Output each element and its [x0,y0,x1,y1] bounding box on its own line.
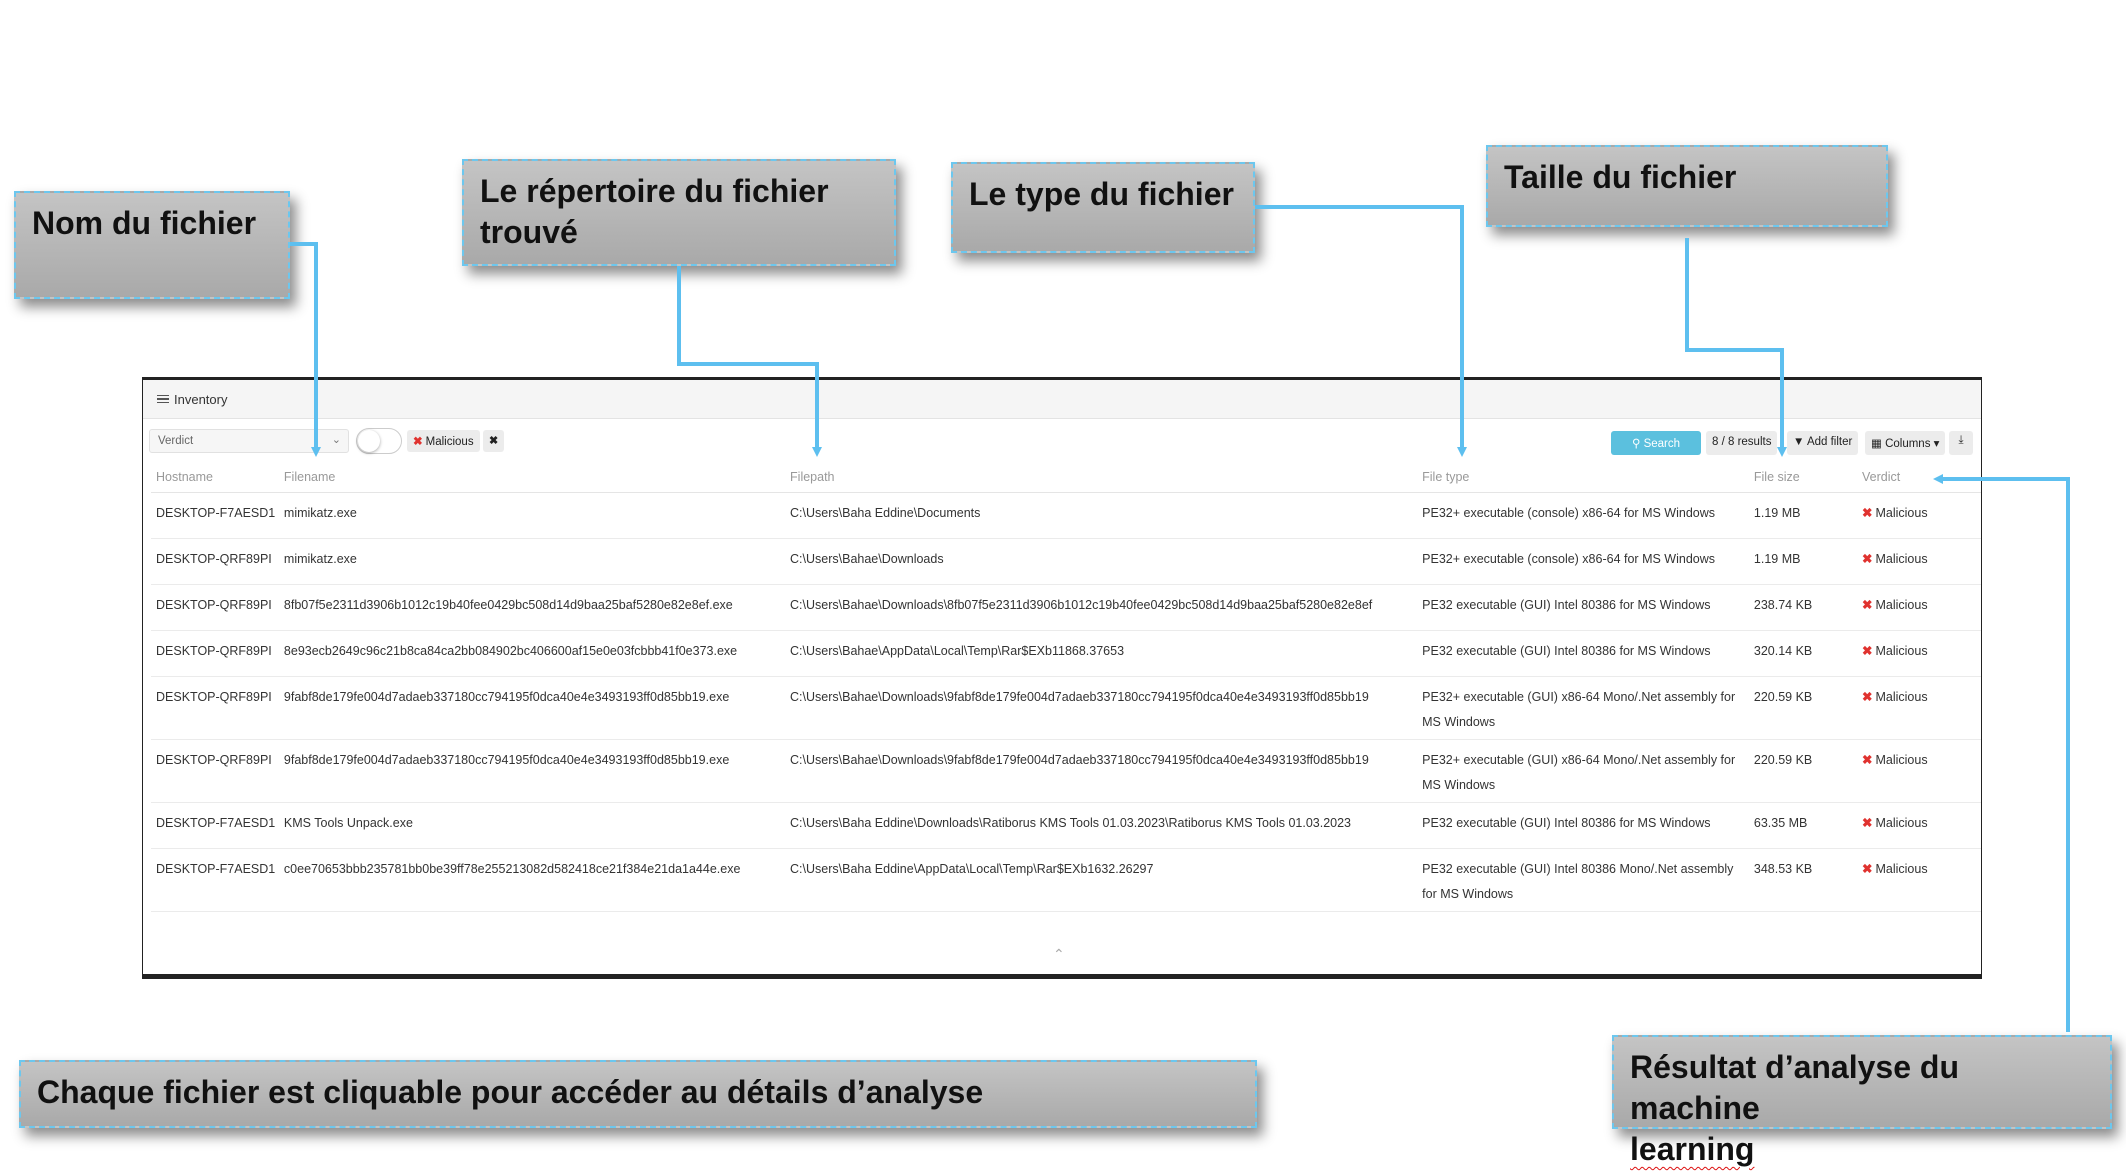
verdict-label: Malicious [1875,644,1928,658]
cell-hostname: DESKTOP-QRF89PI [151,740,279,803]
cell-verdict [1857,539,1981,585]
chevron-down-icon: ⌄ [331,434,341,446]
table-header-row [151,462,1981,493]
list-icon [157,395,169,404]
cell-verdict [1857,677,1981,740]
column-header-hostname[interactable]: Hostname [151,462,279,493]
caret-down-icon: ▾ [1933,438,1940,450]
x-icon: ✖ [1862,552,1873,566]
cell-filepath: C:\Users\Baha Eddine\Downloads\Ratiborus KMS Tools 01.03.2023\Ratiborus KMS Tools 01.03.2023 [785,803,1417,849]
filter-field-value: Verdict [158,435,194,447]
columns-icon: ▦ [1871,438,1882,450]
table-row[interactable] [151,539,1981,585]
cell-hostname: DESKTOP-QRF89PI [151,677,279,740]
filter-chip-label: Malicious [425,436,474,448]
search-label: Search [1643,438,1681,450]
cell-filesize: 348.53 KB [1749,849,1857,912]
download-button[interactable] [1949,431,1973,455]
x-icon: ✖ [1862,644,1873,658]
cell-hostname: DESKTOP-F7AESD1 [151,803,279,849]
table-row[interactable] [151,631,1981,677]
cell-filepath: C:\Users\Bahae\Downloads [785,539,1417,585]
table-row[interactable] [151,677,1981,740]
collapse-icon[interactable]: ⌃ [1053,946,1065,962]
annotation-filename: Nom du fichier [14,191,290,299]
cell-verdict [1857,740,1981,803]
results-count: 8 / 8 results [1706,431,1777,455]
cell-filetype: PE32 executable (GUI) Intel 80386 for MS Windows [1417,631,1749,677]
column-header-filetype[interactable]: File type [1417,462,1749,493]
cell-hostname: DESKTOP-F7AESD1 [151,849,279,912]
inventory-table [151,462,1981,912]
table-row[interactable] [151,849,1981,912]
x-icon: ✖ [1862,598,1873,612]
verdict-label: Malicious [1875,816,1928,830]
panel-header [143,380,1981,419]
cell-filesize: 220.59 KB [1749,677,1857,740]
cell-filename: mimikatz.exe [279,539,785,585]
annotation-verdict-text: Résultat d’analyse du machine [1630,1049,1959,1126]
search-icon: ⚲ [1631,438,1641,450]
cell-filetype: PE32+ executable (console) x86-64 for MS Windows [1417,539,1749,585]
cell-filesize: 1.19 MB [1749,493,1857,539]
cell-filetype: PE32 executable (GUI) Intel 80386 Mono/.Net assembly for MS Windows [1417,849,1749,912]
cell-filepath: C:\Users\Baha Eddine\Documents [785,493,1417,539]
annotation-verdict [1612,1035,2112,1167]
cell-filepath: C:\Users\Bahae\AppData\Local\Temp\Rar$EXb11868.37653 [785,631,1417,677]
cell-filepath: C:\Users\Bahae\Downloads\9fabf8de179fe004d7adaeb337180cc794195f0dca40e4e3493193ff0d85bb19 [785,677,1417,740]
x-icon: ✖ [1862,506,1873,520]
table-row[interactable] [151,585,1981,631]
column-header-verdict[interactable]: Verdict [1857,462,1981,493]
columns-button[interactable] [1865,431,1945,455]
search-button[interactable] [1611,431,1701,455]
cell-verdict [1857,585,1981,631]
cell-filename: KMS Tools Unpack.exe [279,803,785,849]
toggle-knob [358,430,380,452]
table-row[interactable] [151,493,1981,539]
cell-filename: c0ee70653bbb235781bb0be39ff78e255213082d582418ce21f384e21da1a44e.exe [279,849,785,912]
cell-verdict [1857,803,1981,849]
cell-filesize: 220.59 KB [1749,740,1857,803]
cell-filename: 8fb07f5e2311d3906b1012c19b40fee0429bc508d14d9baa25baf5280e82e8ef.exe [279,585,785,631]
annotation-clickable: Chaque fichier est cliquable pour accéder au détails d’analyse [19,1060,1257,1128]
table-row[interactable] [151,803,1981,849]
table-row[interactable] [151,740,1981,803]
cell-filename: 8e93ecb2649c96c21b8ca84ca2bb084902bc406600af15e0e03fcbbb41f0e373.exe [279,631,785,677]
column-header-filename[interactable]: Filename [279,462,785,493]
panel-title: Inventory [174,391,228,407]
cell-filepath: C:\Users\Bahae\Downloads\9fabf8de179fe004d7adaeb337180cc794195f0dca40e4e3493193ff0d85bb19 [785,740,1417,803]
x-icon: ✖ [1862,690,1873,704]
cell-filepath: C:\Users\Bahae\Downloads\8fb07f5e2311d3906b1012c19b40fee0429bc508d14d9baa25baf5280e82e8ef [785,585,1417,631]
cell-filesize: 1.19 MB [1749,539,1857,585]
annotation-verdict-word: learning [1630,1131,1755,1167]
cell-filetype: PE32+ executable (GUI) x86-64 Mono/.Net assembly for MS Windows [1417,677,1749,740]
add-filter-button[interactable] [1787,431,1858,455]
filter-toolbar [149,428,1975,456]
column-header-filepath[interactable]: Filepath [785,462,1417,493]
cell-verdict [1857,493,1981,539]
cell-filepath: C:\Users\Baha Eddine\AppData\Local\Temp\Rar$EXb1632.26297 [785,849,1417,912]
cell-filetype: PE32+ executable (console) x86-64 for MS Windows [1417,493,1749,539]
add-filter-label: Add filter [1806,436,1853,448]
filter-toggle[interactable] [356,428,402,454]
cell-hostname: DESKTOP-QRF89PI [151,585,279,631]
filter-chip-malicious[interactable] [407,430,480,452]
columns-label: Columns [1885,438,1931,450]
cell-filetype: PE32+ executable (GUI) x86-64 Mono/.Net assembly for MS Windows [1417,740,1749,803]
inventory-panel [142,377,1982,979]
filter-field-select[interactable] [149,429,349,453]
cell-filename: mimikatz.exe [279,493,785,539]
verdict-label: Malicious [1875,753,1928,767]
verdict-label: Malicious [1875,506,1928,520]
cell-filesize: 63.35 MB [1749,803,1857,849]
table-body [151,493,1981,912]
cell-hostname: DESKTOP-F7AESD1 [151,493,279,539]
x-icon: ✖ [1862,816,1873,830]
download-icon: ⤓ [1958,434,1964,446]
x-icon: ✖ [1862,862,1873,876]
cell-hostname: DESKTOP-QRF89PI [151,539,279,585]
filter-icon: ▼ [1793,436,1805,448]
cell-hostname: DESKTOP-QRF89PI [151,631,279,677]
clear-filter-button[interactable]: ✖ [483,430,504,452]
verdict-label: Malicious [1875,552,1928,566]
x-icon: ✖ [1862,753,1873,767]
cell-verdict [1857,631,1981,677]
verdict-label: Malicious [1875,690,1928,704]
verdict-label: Malicious [1875,598,1928,612]
annotation-filepath: Le répertoire du fichier trouvé [462,159,896,266]
cell-verdict [1857,849,1981,912]
cell-filename: 9fabf8de179fe004d7adaeb337180cc794195f0dca40e4e3493193ff0d85bb19.exe [279,740,785,803]
cell-filename: 9fabf8de179fe004d7adaeb337180cc794195f0dca40e4e3493193ff0d85bb19.exe [279,677,785,740]
cell-filetype: PE32 executable (GUI) Intel 80386 for MS Windows [1417,585,1749,631]
annotation-filesize: Taille du fichier [1486,145,1888,227]
column-header-filesize[interactable]: File size [1749,462,1857,493]
verdict-label: Malicious [1875,862,1928,876]
cell-filesize: 238.74 KB [1749,585,1857,631]
annotation-filetype: Le type du fichier [951,162,1255,253]
cell-filesize: 320.14 KB [1749,631,1857,677]
cell-filetype: PE32 executable (GUI) Intel 80386 for MS Windows [1417,803,1749,849]
x-icon: ✖ [413,436,423,448]
